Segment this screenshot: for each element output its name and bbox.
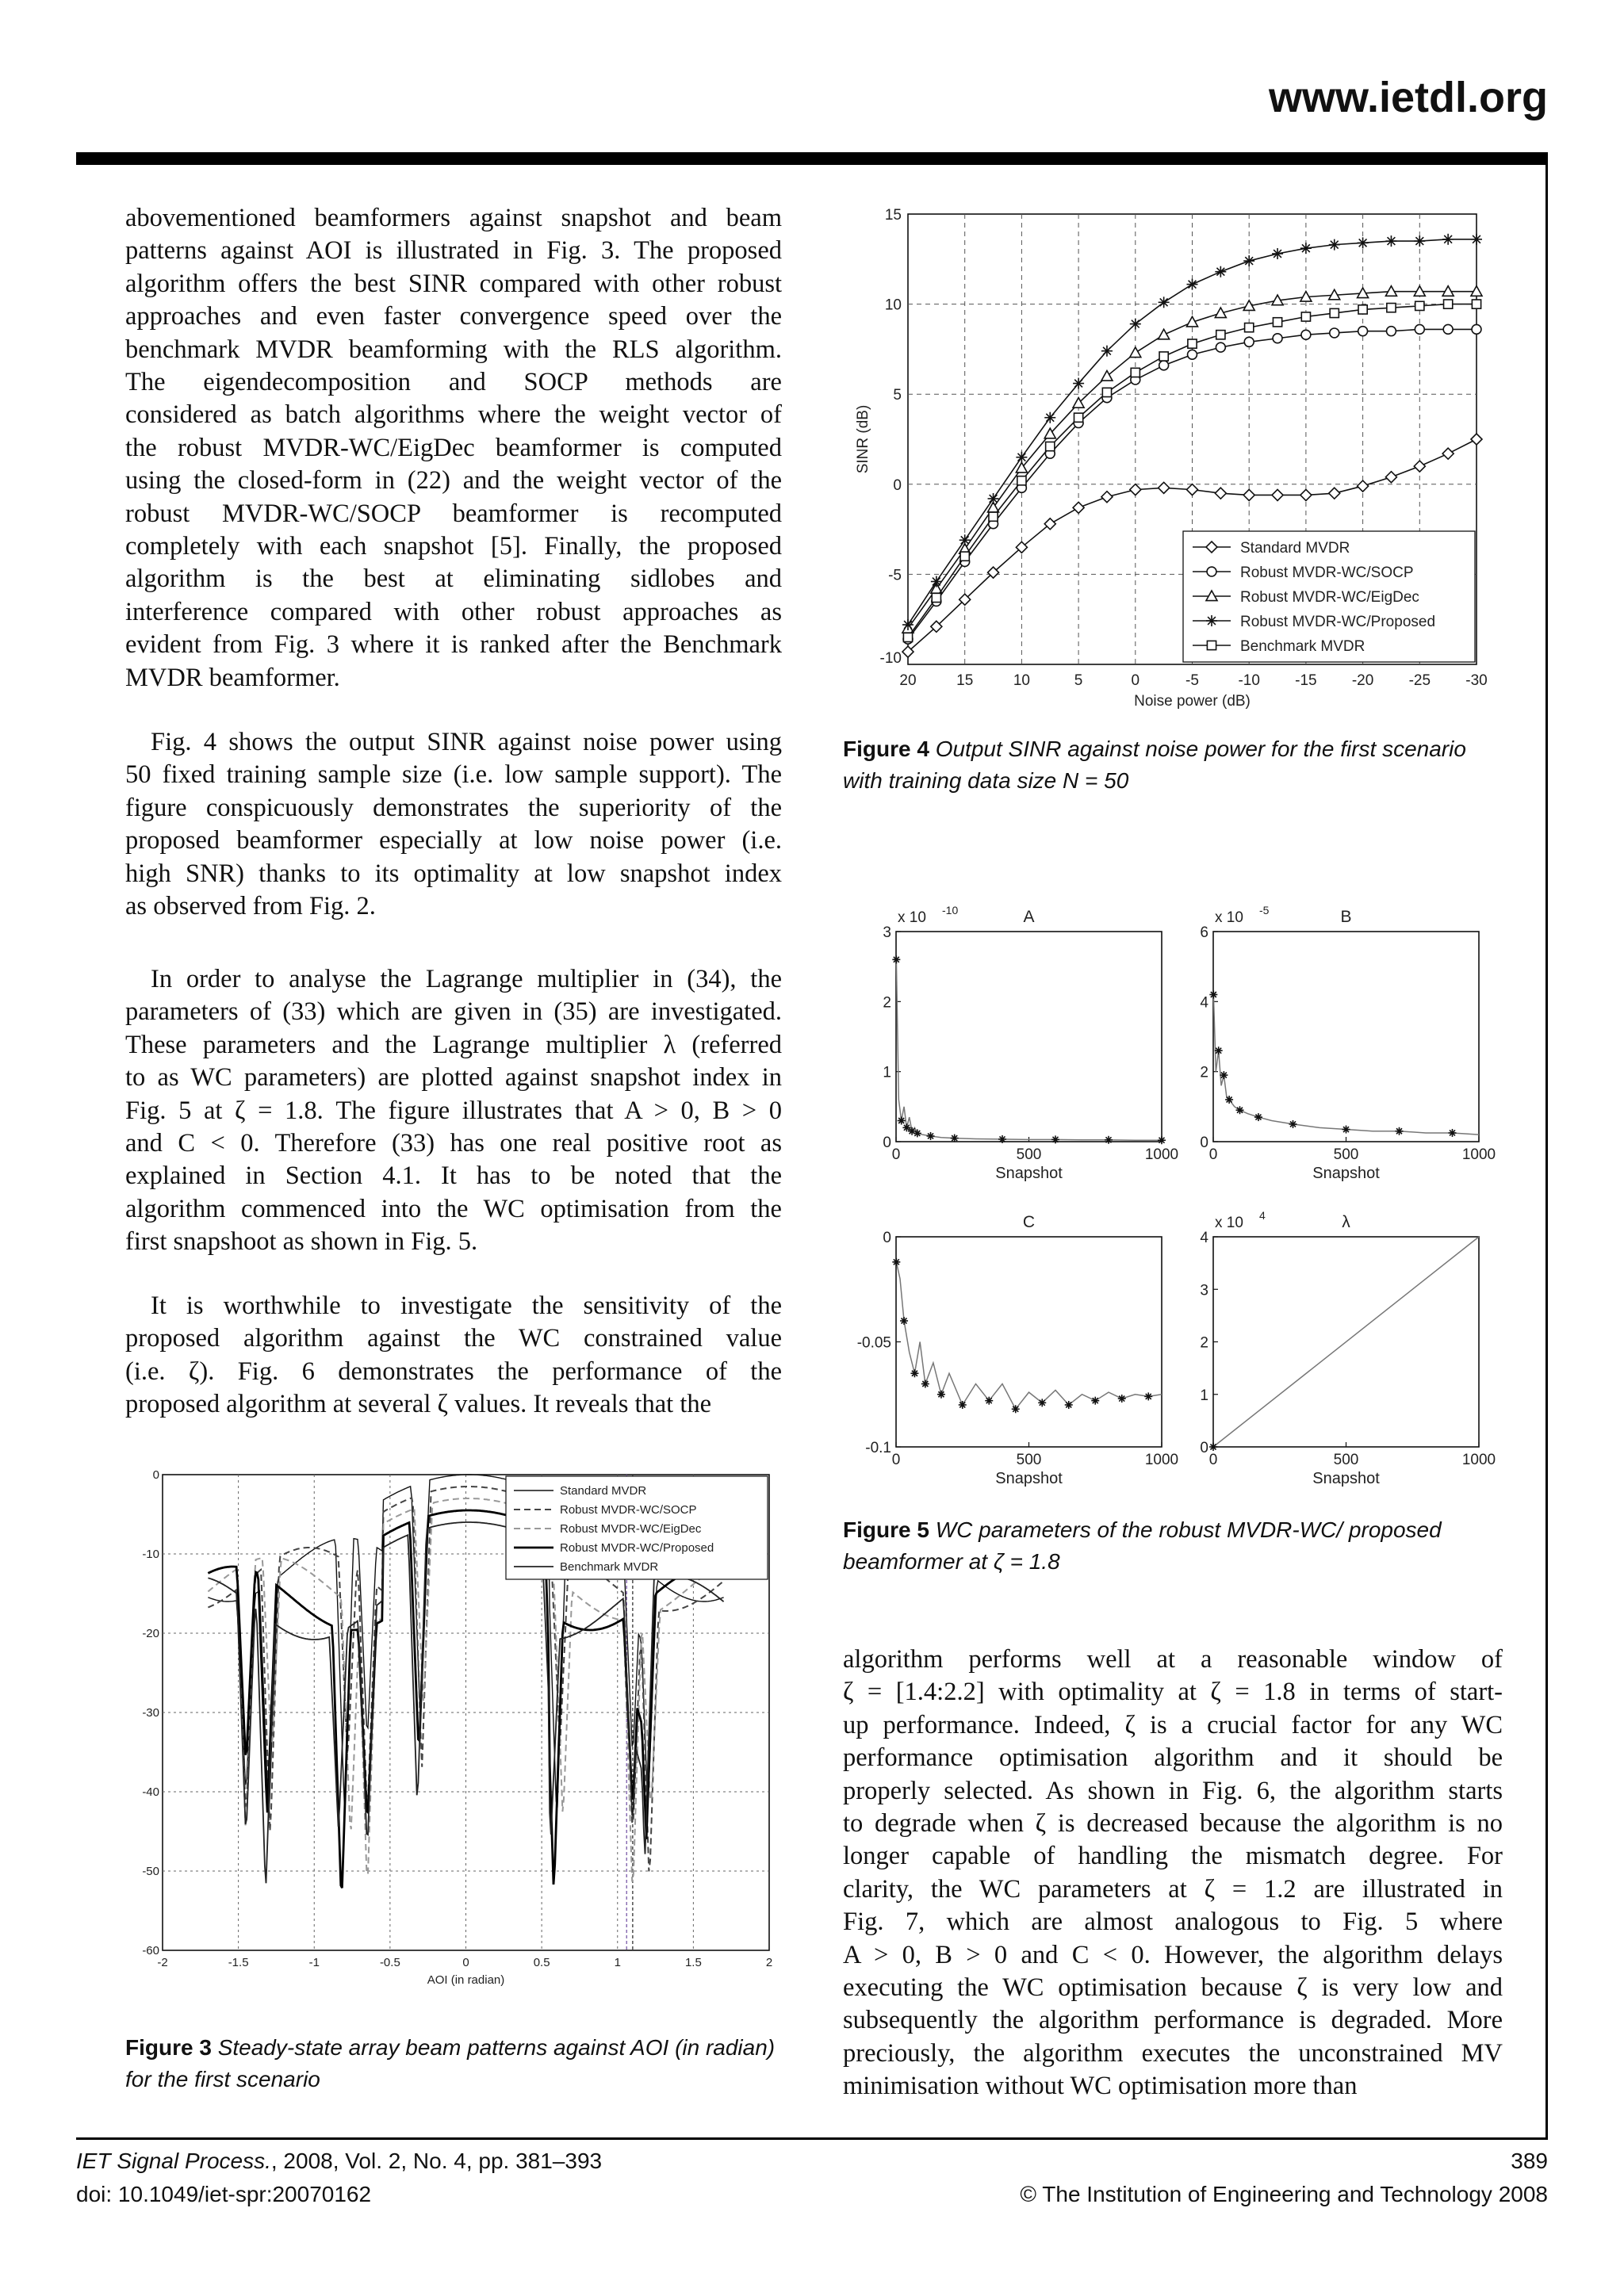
y-tick-label: 2 bbox=[1200, 1334, 1208, 1352]
x-axis-label: Snapshot bbox=[995, 1470, 1063, 1487]
text-line: clarity, the WC parameters at ζ = 1.2 are illustrated in bbox=[843, 1874, 1503, 1904]
legend-entry: Robust MVDR-WC/Proposed bbox=[560, 1541, 714, 1555]
y-tick-label: 2 bbox=[883, 994, 891, 1012]
figure-3-caption-text: Steady-state array beam patterns against AOI (in radian) for the first scenario bbox=[125, 2035, 776, 2091]
legend-entry: Robust MVDR-WC/SOCP bbox=[560, 1503, 697, 1517]
text-line: algorithm is the best at eliminating sidlobes and bbox=[125, 564, 782, 594]
subplot-exponent: x 10 bbox=[1215, 909, 1243, 926]
site-url[interactable]: www.ietdl.org bbox=[1268, 74, 1548, 121]
marker-square bbox=[1415, 301, 1424, 310]
text-line: performance optimisation algorithm and it should be bbox=[843, 1743, 1503, 1773]
x-tick-label: 0 bbox=[1131, 672, 1140, 689]
marker-star bbox=[1209, 1443, 1217, 1451]
y-tick-label: -0.05 bbox=[856, 1334, 891, 1352]
x-tick-label: 20 bbox=[899, 672, 917, 689]
x-axis-label: Snapshot bbox=[1312, 1470, 1380, 1487]
marker-square bbox=[1330, 308, 1339, 317]
text-line: ζ = [1.4:2.2] with optimality at ζ = 1.8 in terms of start- bbox=[843, 1678, 1503, 1707]
subplot-exponent-power: 4 bbox=[1259, 1209, 1266, 1222]
subplot-λ bbox=[1200, 1209, 1496, 1487]
x-tick-label: -5 bbox=[1185, 672, 1199, 689]
text-line: considered as batch algorithms where the weight vector of bbox=[125, 400, 782, 430]
header-rule bbox=[76, 152, 1548, 165]
marker-circle bbox=[1244, 337, 1254, 346]
x-tick-label: -10 bbox=[1238, 672, 1260, 689]
marker-square bbox=[903, 633, 912, 641]
text-line: first snapshoot as shown in Fig. 5. bbox=[125, 1227, 478, 1257]
legend-entry: Standard MVDR bbox=[560, 1484, 647, 1498]
y-tick-label: -5 bbox=[888, 567, 902, 584]
left-paragraph-3 bbox=[125, 963, 782, 1259]
marker-circle bbox=[1330, 328, 1339, 338]
left-paragraph-1 bbox=[125, 202, 782, 695]
subplot-B bbox=[1200, 904, 1496, 1182]
footer-issue: , 2008, Vol. 2, No. 4, pp. 381–393 bbox=[270, 2149, 603, 2173]
marker-circle bbox=[1159, 361, 1169, 370]
text-line: patterns against AOI is illustrated in Fig. 3. The proposed bbox=[125, 236, 782, 266]
marker-circle bbox=[1358, 327, 1368, 336]
figure-4-label: Figure 4 bbox=[843, 737, 929, 761]
marker-square bbox=[1387, 304, 1396, 312]
footer-page-number: 389 bbox=[1511, 2149, 1548, 2173]
text-line: and C < 0. Therefore (33) has one real positive root as bbox=[125, 1129, 782, 1158]
x-tick-label: 0.5 bbox=[533, 1956, 550, 1969]
text-line: Fig. 4 shows the output SINR against noise power using bbox=[151, 728, 782, 756]
x-axis-label: Noise power (dB) bbox=[1134, 693, 1251, 710]
marker-square bbox=[1207, 641, 1216, 649]
y-tick-label: -40 bbox=[142, 1785, 159, 1799]
text-line: proposed algorithm at several ζ values. It reveals that the bbox=[125, 1390, 712, 1419]
subplot-exponent: x 10 bbox=[898, 909, 926, 926]
y-tick-label: 3 bbox=[883, 924, 891, 941]
figure-4-caption bbox=[843, 733, 1503, 797]
subplot-title: B bbox=[1340, 908, 1352, 926]
subplot-title: A bbox=[1023, 908, 1035, 926]
marker-star bbox=[1209, 991, 1217, 999]
marker-square bbox=[1301, 312, 1310, 321]
marker-square bbox=[1074, 413, 1083, 422]
x-tick-label: 500 bbox=[1016, 1452, 1042, 1468]
marker-circle bbox=[1273, 334, 1282, 343]
y-tick-label: 0 bbox=[883, 1230, 891, 1246]
marker-square bbox=[1245, 323, 1254, 332]
marker-circle bbox=[1415, 324, 1424, 334]
subplot-A bbox=[883, 904, 1178, 1182]
right-paragraph-1 bbox=[843, 1644, 1503, 2103]
x-tick-label: 1000 bbox=[1144, 1452, 1179, 1468]
y-tick-label: -10 bbox=[879, 650, 902, 667]
text-line: algorithm offers the best SINR compared with other robust bbox=[125, 269, 782, 298]
left-paragraph-4 bbox=[125, 1290, 782, 1422]
y-tick-label: 0 bbox=[883, 1135, 891, 1151]
x-tick-label: 15 bbox=[956, 672, 974, 689]
y-tick-label: -50 bbox=[142, 1865, 159, 1878]
text-line: proposed beamformer especially at low noise power (i.e. bbox=[125, 826, 782, 855]
text-line: to as WC parameters) are plotted against snapshot index in bbox=[125, 1063, 782, 1093]
subplot-C bbox=[857, 1213, 1178, 1487]
text-line: figure conspicuously demonstrates the superiority of the bbox=[125, 793, 782, 822]
x-tick-label: 2 bbox=[765, 1956, 773, 1969]
text-line: high SNR) thanks to its optimality at low snapshot index bbox=[125, 859, 782, 888]
text-line: robust MVDR-WC/SOCP beamformer is recomputed bbox=[125, 499, 782, 528]
x-tick-label: 500 bbox=[1333, 1146, 1359, 1163]
x-tick-label: 0 bbox=[462, 1956, 469, 1969]
y-tick-label: 5 bbox=[893, 387, 902, 404]
marker-square bbox=[989, 512, 998, 521]
text-line: up performance. Indeed, ζ is a crucial factor for any WC bbox=[843, 1710, 1503, 1739]
marker-star bbox=[1144, 1392, 1152, 1400]
x-tick-label: 0 bbox=[891, 1146, 901, 1163]
text-line: algorithm performs well at a reasonable window of bbox=[843, 1645, 1503, 1674]
subplot-exponent-power: -5 bbox=[1259, 904, 1270, 916]
x-tick-label: 500 bbox=[1333, 1452, 1359, 1468]
marker-circle bbox=[1443, 324, 1453, 334]
legend-entry: Robust MVDR-WC/Proposed bbox=[1240, 614, 1436, 630]
figure-5-chart bbox=[841, 904, 1507, 1498]
x-axis-label: AOI (in radian) bbox=[427, 1973, 505, 1987]
text-line: the robust MVDR-WC/EigDec beamformer is computed bbox=[125, 433, 782, 462]
text-line: subsequently the algorithm performance is degraded. More bbox=[843, 2006, 1503, 2035]
footer-journal: IET Signal Process. bbox=[76, 2149, 271, 2173]
footer-citation bbox=[76, 2145, 602, 2177]
text-line: These parameters and the Lagrange multiplier λ (referred bbox=[125, 1030, 782, 1059]
y-tick-label: 3 bbox=[1200, 1282, 1208, 1299]
figure-4-caption-text: Output SINR against noise power for the first scenario with training data size N = 50 bbox=[843, 737, 1466, 793]
text-line: benchmark MVDR beamforming with the RLS algorithm. bbox=[125, 335, 782, 364]
text-line: A > 0, B > 0 and C < 0. However, the algorithm delays bbox=[843, 1940, 1503, 1969]
figure-4-chart bbox=[841, 202, 1499, 710]
figure-5-label: Figure 5 bbox=[843, 1517, 929, 1542]
marker-circle bbox=[1387, 327, 1396, 336]
text-line: parameters of (33) which are given in (35) are investigated. bbox=[125, 997, 782, 1027]
marker-star bbox=[959, 1401, 967, 1409]
text-line: MVDR beamformer. bbox=[125, 663, 340, 692]
marker-star bbox=[1065, 1401, 1073, 1409]
y-tick-label: -60 bbox=[142, 1944, 159, 1957]
marker-star bbox=[892, 955, 900, 963]
text-line: 50 fixed training sample size (i.e. low sample support). The bbox=[125, 760, 782, 790]
x-axis-label: Snapshot bbox=[995, 1165, 1063, 1182]
y-tick-label: -0.1 bbox=[865, 1440, 891, 1456]
right-margin-rule bbox=[1545, 165, 1548, 2137]
x-tick-label: 1000 bbox=[1461, 1146, 1496, 1163]
subplot-frame bbox=[896, 1237, 1162, 1447]
text-line: as observed from Fig. 2. bbox=[125, 892, 376, 921]
y-tick-label: 0 bbox=[1200, 1440, 1208, 1456]
text-line: evident from Fig. 3 where it is ranked after the Benchmark bbox=[125, 630, 782, 660]
x-tick-label: -2 bbox=[157, 1956, 168, 1969]
x-tick-label: -20 bbox=[1351, 672, 1374, 689]
subplot-title: C bbox=[1022, 1213, 1036, 1231]
marker-circle bbox=[1207, 567, 1216, 576]
figure-3-chart bbox=[119, 1459, 785, 2006]
marker-square bbox=[960, 552, 969, 561]
text-line: executing the WC optimisation because ζ is very low and bbox=[843, 1973, 1503, 2003]
text-line: using the closed-form in (22) and the weight vector of the bbox=[125, 466, 782, 496]
x-tick-label: -30 bbox=[1465, 672, 1488, 689]
legend-entry: Benchmark MVDR bbox=[1240, 638, 1365, 655]
y-tick-label: 6 bbox=[1200, 924, 1208, 941]
marker-square bbox=[1444, 300, 1453, 308]
marker-square bbox=[932, 593, 940, 602]
y-tick-label: 0 bbox=[152, 1468, 159, 1482]
text-line: preciously, the algorithm executes the unconstrained MV bbox=[843, 2038, 1503, 2068]
marker-square bbox=[1273, 318, 1281, 327]
x-tick-label: 500 bbox=[1016, 1146, 1042, 1163]
text-line: completely with each snapshot [5]. Finally, the proposed bbox=[125, 532, 782, 561]
text-line: minimisation without WC optimisation more than bbox=[843, 2072, 1358, 2101]
x-tick-label: 1 bbox=[614, 1956, 621, 1969]
marker-star bbox=[1329, 239, 1340, 251]
y-tick-label: 1 bbox=[883, 1064, 891, 1081]
marker-square bbox=[1188, 339, 1197, 348]
figure-5-caption-text: WC parameters of the robust MVDR-WC/ proposed beamformer at ζ = 1.8 bbox=[843, 1517, 1442, 1574]
legend-entry: Robust MVDR-WC/EigDec bbox=[1240, 589, 1419, 606]
marker-circle bbox=[1216, 342, 1225, 352]
marker-square bbox=[1159, 352, 1168, 361]
marker-circle bbox=[1188, 350, 1197, 359]
figure-3-caption bbox=[125, 2032, 783, 2095]
legend-entry: Standard MVDR bbox=[1240, 540, 1350, 557]
text-line: properly selected. As shown in Fig. 6, the algorithm starts bbox=[843, 1776, 1503, 1805]
text-line: Fig. 7, which are almost analogous to Fig. 5 where bbox=[843, 1908, 1503, 1937]
x-tick-label: 0 bbox=[1208, 1452, 1218, 1468]
text-line: interference compared with other robust approaches as bbox=[125, 597, 782, 626]
x-tick-label: -25 bbox=[1408, 672, 1431, 689]
x-tick-label: 1000 bbox=[1461, 1452, 1496, 1468]
text-line: Fig. 5 at ζ = 1.8. The figure illustrates that A > 0, B > 0 bbox=[125, 1096, 782, 1125]
subplot-frame bbox=[896, 932, 1162, 1142]
subplot-exponent-power: -10 bbox=[942, 904, 959, 916]
text-line: (i.e. ζ). Fig. 6 demonstrates the performance of the bbox=[125, 1357, 782, 1386]
figure-3-label: Figure 3 bbox=[125, 2035, 212, 2060]
text-line: proposed algorithm against the WC constrained value bbox=[125, 1324, 782, 1353]
y-tick-label: 1 bbox=[1200, 1387, 1208, 1404]
text-line: The eigendecomposition and SOCP methods are bbox=[125, 368, 782, 397]
y-tick-label: -30 bbox=[142, 1706, 159, 1720]
marker-square bbox=[1046, 442, 1055, 450]
marker-square bbox=[1358, 305, 1367, 314]
legend-entry: Robust MVDR-WC/EigDec bbox=[560, 1522, 702, 1536]
footer-doi[interactable]: doi: 10.1049/iet-spr:20070162 bbox=[76, 2182, 372, 2206]
y-tick-label: -20 bbox=[142, 1627, 159, 1640]
x-tick-label: 1000 bbox=[1144, 1146, 1179, 1163]
y-tick-label: 4 bbox=[1200, 1230, 1208, 1246]
x-tick-label: 10 bbox=[1013, 672, 1030, 689]
legend-entry: Benchmark MVDR bbox=[560, 1560, 659, 1574]
x-tick-label: -1 bbox=[308, 1956, 320, 1969]
y-tick-label: 4 bbox=[1200, 994, 1208, 1012]
subplot-frame bbox=[1213, 932, 1479, 1142]
marker-square bbox=[1131, 368, 1139, 377]
x-tick-label: -15 bbox=[1295, 672, 1317, 689]
x-tick-label: 0 bbox=[1208, 1146, 1218, 1163]
figure-5-caption bbox=[843, 1514, 1503, 1578]
marker-circle bbox=[1472, 324, 1481, 334]
marker-square bbox=[1102, 388, 1111, 396]
marker-square bbox=[1017, 476, 1026, 485]
text-line: explained in Section 4.1. It has to be noted that the bbox=[125, 1161, 782, 1191]
subplot-title: λ bbox=[1342, 1213, 1350, 1231]
marker-star bbox=[998, 1135, 1006, 1143]
text-line: It is worthwhile to investigate the sensitivity of the bbox=[151, 1292, 782, 1320]
left-paragraph-2 bbox=[125, 726, 782, 923]
marker-circle bbox=[1301, 330, 1311, 339]
marker-star bbox=[1236, 1106, 1244, 1114]
y-tick-label: 0 bbox=[1200, 1135, 1208, 1151]
text-line: longer capable of handling the mismatch degree. For bbox=[843, 1842, 1503, 1871]
footer-copyright: © The Institution of Engineering and Technology 2008 bbox=[1020, 2182, 1548, 2206]
marker-star bbox=[1038, 1399, 1046, 1406]
x-tick-label: -1.5 bbox=[228, 1956, 249, 1969]
subplot-exponent: x 10 bbox=[1215, 1215, 1243, 1231]
marker-star bbox=[1396, 1127, 1404, 1135]
x-axis-label: Snapshot bbox=[1312, 1165, 1380, 1182]
x-tick-label: 5 bbox=[1074, 672, 1083, 689]
text-line: approaches and even faster convergence speed over the bbox=[125, 302, 782, 331]
text-line: to degrade when ζ is decreased because the algorithm is no bbox=[843, 1809, 1503, 1839]
text-line: abovementioned beamformers against snapshot and beam bbox=[125, 204, 782, 232]
y-tick-label: 15 bbox=[884, 207, 902, 224]
y-tick-label: 0 bbox=[893, 476, 902, 494]
marker-square bbox=[1216, 331, 1225, 339]
x-tick-label: 0 bbox=[891, 1452, 901, 1468]
marker-star bbox=[1158, 1136, 1166, 1144]
x-tick-label: 1.5 bbox=[684, 1956, 702, 1969]
marker-square bbox=[1472, 300, 1480, 308]
y-tick-label: -10 bbox=[142, 1548, 159, 1561]
x-tick-label: -0.5 bbox=[379, 1956, 400, 1969]
text-line: algorithm commenced into the WC optimisation from the bbox=[125, 1194, 782, 1223]
legend-entry: Robust MVDR-WC/SOCP bbox=[1240, 564, 1414, 581]
footer-rule bbox=[76, 2137, 1548, 2140]
text-line: In order to analyse the Lagrange multiplier in (34), the bbox=[151, 965, 782, 993]
y-axis-label: SINR (dB) bbox=[855, 404, 871, 474]
y-tick-label: 2 bbox=[1200, 1064, 1208, 1081]
y-tick-label: 10 bbox=[884, 297, 902, 314]
